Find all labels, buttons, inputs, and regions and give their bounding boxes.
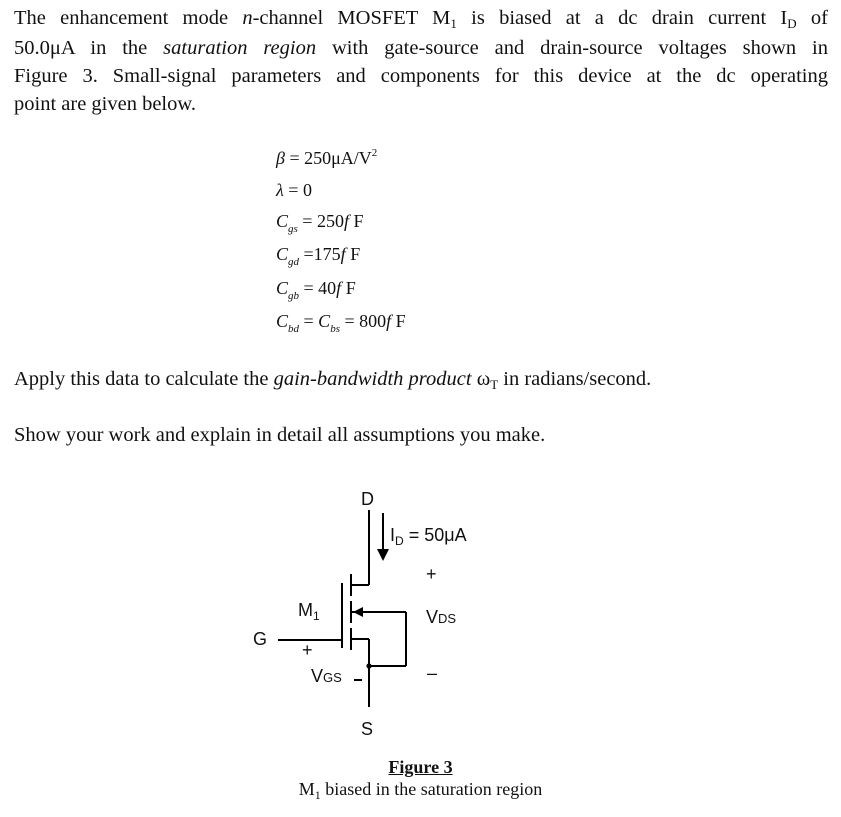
drain-current-label: $I_D = 50\mu A$ (390, 525, 467, 548)
show-work-instruction: Show your work and explain in detail all assumptions you make. (14, 424, 546, 446)
circuit-schematic (240, 485, 520, 745)
vgs-label: VGS (311, 666, 342, 686)
figure-caption-text: $M_1$ biased in the saturation region (298, 779, 543, 802)
beta-equation: $\beta = 250\mu A/V^2$ (276, 147, 378, 168)
vgs-plus-sign: + (302, 640, 313, 660)
mosfet-circuit-diagram (240, 485, 520, 745)
body-arrow-icon (353, 607, 363, 617)
source-node-dot (366, 663, 371, 668)
source-label: S (361, 719, 374, 739)
intro-line-3: Figure 3. Small-signal parameters and components for this device at the dc operating (14, 65, 828, 87)
apply-instruction: Apply this data to calculate the gain-bandwidth product ωT in radians/second. (14, 368, 652, 392)
vds-label: VDS (426, 607, 457, 627)
drain-label: D (361, 489, 374, 509)
cgb-equation: $C_{gb} = 40f$ F (276, 278, 356, 302)
lambda-equation: λ = 0 (276, 180, 312, 200)
vds-minus-sign: – (427, 663, 438, 683)
vds-plus-sign: + (426, 564, 437, 584)
gate-label: G (253, 629, 268, 649)
intro-line-4: point are given below. (14, 93, 196, 115)
problem-intro (14, 4, 828, 118)
cgs-equation: $C_{gs} = 250f$ F (276, 211, 364, 235)
intro-line-1: The enhancement mode n-channel MOSFET M1 is biased at a dc drain current ID of (14, 7, 828, 31)
device-label: $M_1$ (298, 600, 320, 623)
figure-caption-title: Figure 3 (388, 757, 453, 777)
cbd-cbs-equation: $C_{bd} = C_{bs} = 800f$ F (276, 311, 406, 335)
cgd-equation: $C_{gd} =175f$ F (276, 244, 361, 268)
current-arrow-icon (377, 549, 389, 561)
intro-line-2: 50.0μA in the saturation region with gate-source and drain-source voltages shown in (14, 37, 829, 59)
